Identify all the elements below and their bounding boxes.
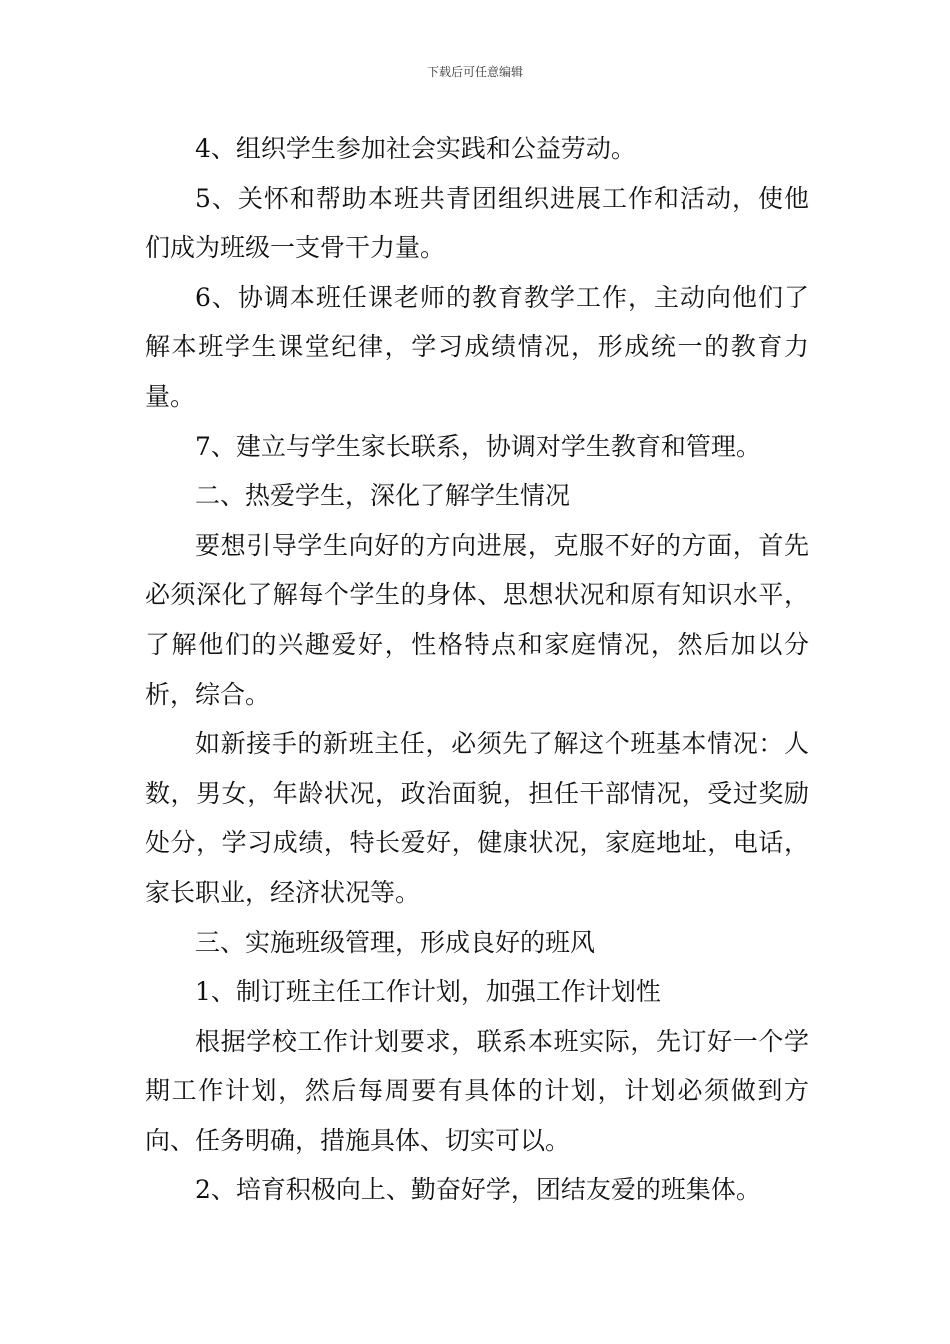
paragraph-new-head-teacher: 如新接手的新班主任，必须先了解这个班基本情况：人数，男女，年龄状况，政治面貌，担任干部情况，受过奖励处分，学习成绩，特长爱好，健康状况，家庭地址，电话，家长职业，经济状况等。 xyxy=(145,729,809,907)
paragraph-item-5: 5、关怀和帮助本班共青团组织进展工作和活动，使他们成为班级一支骨干力量。 xyxy=(145,183,809,263)
section-heading-2: 二、热爱学生，深化了解学生情况 xyxy=(195,481,571,511)
section-heading-3: 三、实施班级管理，形成良好的班风 xyxy=(195,927,596,957)
page-header: 下载后可任意编辑 xyxy=(426,65,523,79)
paragraph-understand-students: 要想引导学生向好的方向进展，克服不好的方面，首先必须深化了解每个学生的身体、思想状况和原有知识水平，了解他们的兴趣爱好，性格特点和家庭情况，然后加以分析，综合。 xyxy=(145,530,809,709)
subheading-work-plan: 1、制订班主任工作计划，加强工作计划性 xyxy=(195,977,661,1007)
paragraph-item-4: 4、组织学生参加社会实践和公益劳动。 xyxy=(195,134,636,163)
paragraph-work-plan: 根据学校工作计划要求，联系本班实际，先订好一个学期工作计划，然后每周要有具体的计划，计划必须做到方向、任务明确，措施具体、切实可以。 xyxy=(145,1026,809,1155)
subheading-class-collective: 2、培育积极向上、勤奋好学，团结友爱的班集体。 xyxy=(195,1175,761,1205)
paragraph-item-6: 6、协调本班任课老师的教育教学工作，主动向他们了解本班学生课堂纪律，学习成绩情况，形成统一的教育力量。 xyxy=(145,282,809,411)
paragraph-item-7: 7、建立与学生家长联系，协调对学生教育和管理。 xyxy=(195,431,761,461)
document-body xyxy=(145,124,809,1215)
